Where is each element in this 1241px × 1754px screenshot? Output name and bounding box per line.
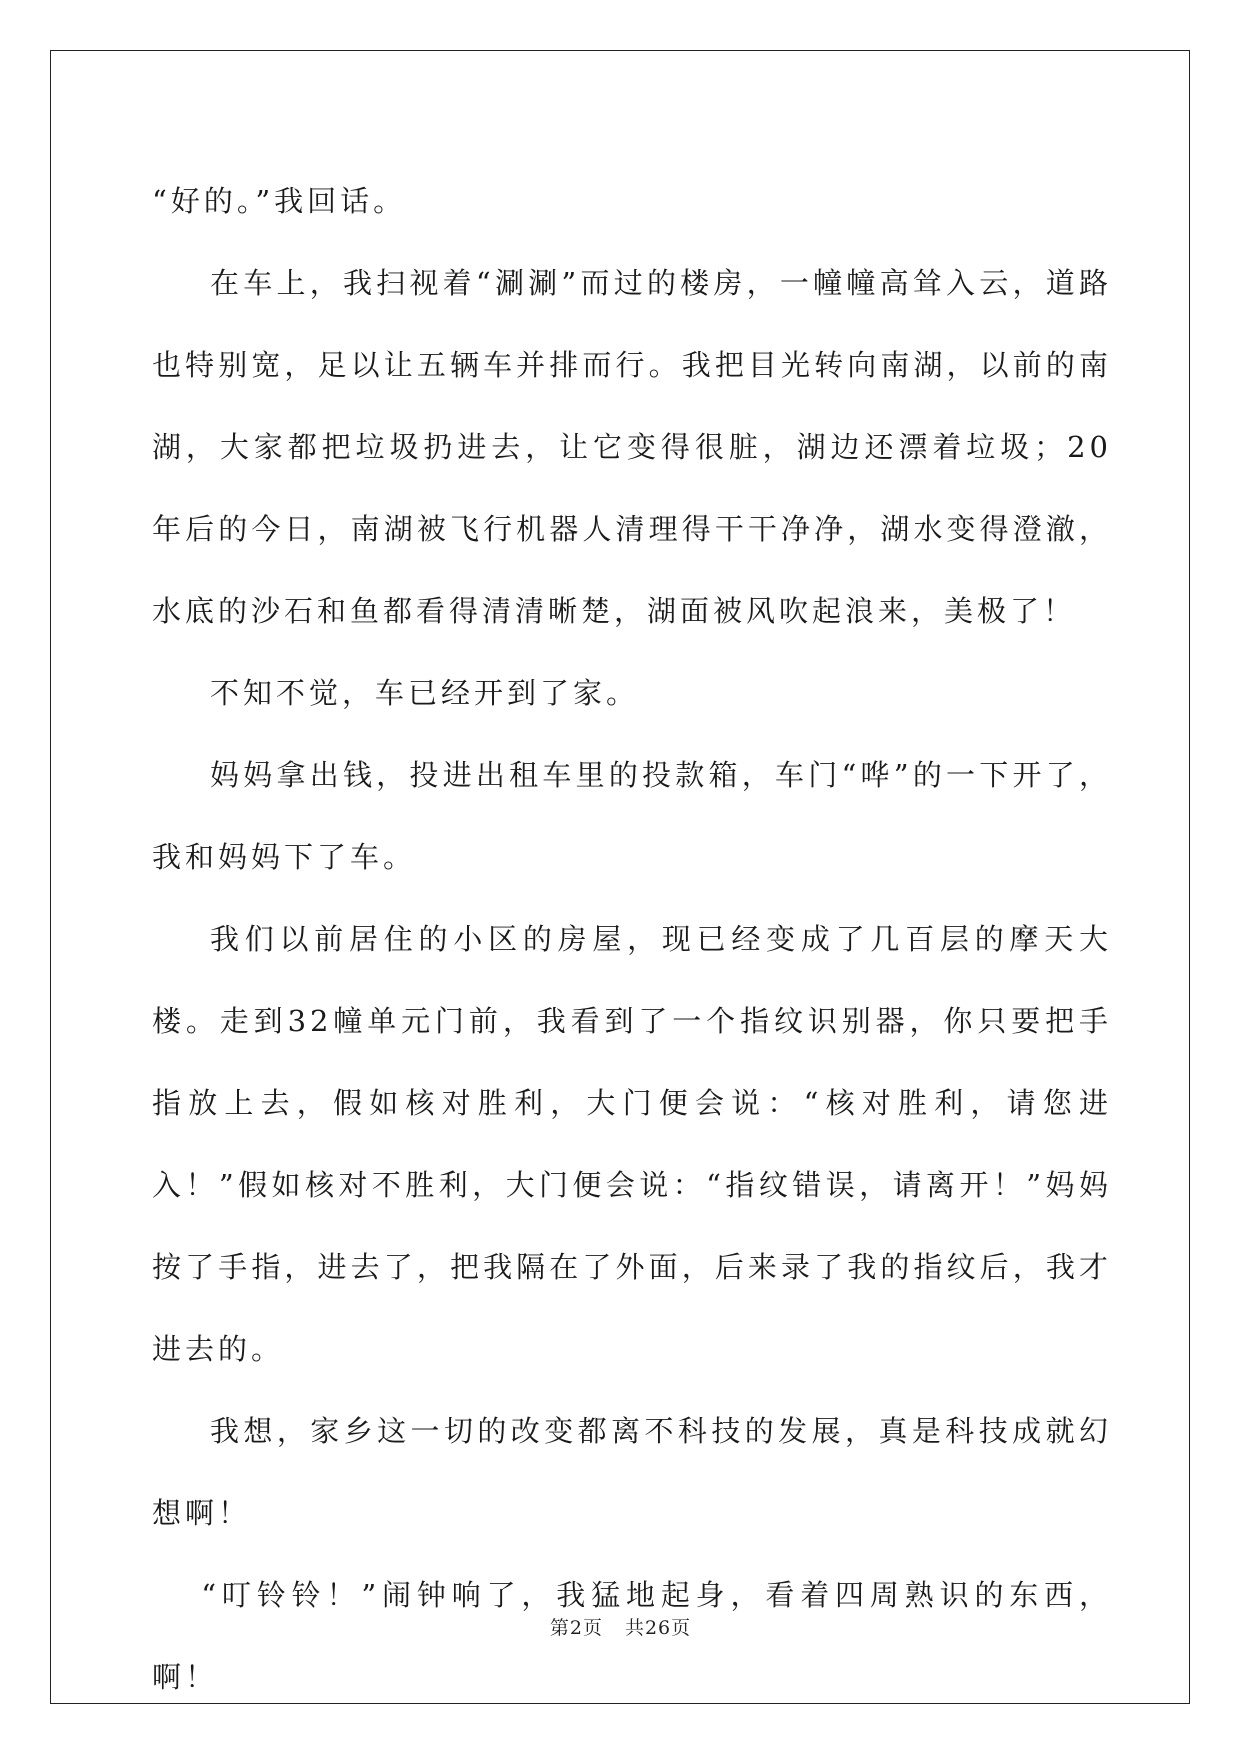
paragraph: 我们以前居住的小区的房屋，现已经变成了几百层的摩天大楼。走到32幢单元门前，我看到了一个指纹识别器，你只要把手指放上去，假如核对胜利，大门便会说：“核对胜利，请您进入！”假如核对不胜利，大门便会说：“指纹错误，请离开！”妈妈按了手指，进去了，把我隔在了外面，后来录了我的指纹后，我才进去的。 — [152, 922, 1112, 1366]
paragraph: 不知不觉，车已经开到了家。 — [210, 676, 640, 710]
paragraph: 在车上，我扫视着“涮涮”而过的楼房，一幢幢高耸入云，道路也特别宽，足以让五辆车并排而行。我把目光转向南湖，以前的南湖，大家都把垃圾扔进去，让它变得很脏，湖边还漂着垃圾；20年后的今日，南湖被飞行机器人清理得干干净净，湖水变得澄澈，水底的沙石和鱼都看得清清晰楚，湖面被风吹起浪来，美极了！ — [152, 266, 1112, 628]
paragraph: 妈妈拿出钱，投进出租车里的投款箱，车门“哗”的一下开了，我和妈妈下了车。 — [152, 758, 1112, 874]
paragraph: “叮铃铃！”闹钟响了，我猛地起身，看着四周熟识的东西，啊！ — [152, 1578, 1112, 1694]
page-number: 第2页 — [549, 1617, 603, 1639]
total-pages: 共26页 — [624, 1617, 692, 1639]
paragraph: “好的。”我回话。 — [152, 184, 407, 218]
document-body — [152, 160, 1112, 1718]
paragraph: 我想，家乡这一切的改变都离不科技的发展，真是科技成就幻想啊！ — [152, 1414, 1112, 1530]
page-footer — [0, 1613, 1241, 1640]
